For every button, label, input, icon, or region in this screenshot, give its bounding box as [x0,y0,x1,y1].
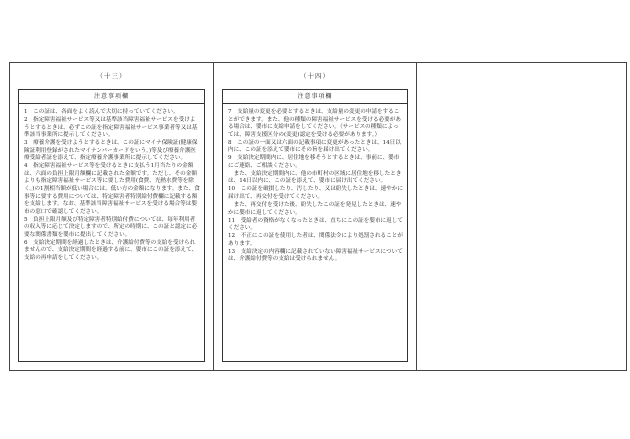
note-item: また、支給決定期間内に、他の市町村の区域に居住地を移したときは、14日以内に、この証を添えて、嬰市に届け出てください。 [228,170,402,185]
notes-box-14 [222,89,408,362]
note-item: また、再交付を受けた後、紛失したこの証を発見したときは、速やかに嬰市に返してください。 [228,202,402,216]
note-item: 9 支給決定期間内に、居住地を移そうとするときは、事前に、嬰市にご連絡、ご相談ください。 [228,155,400,169]
note-item: 1 この証は、各面をよく読んで大切に持っていてください。 [24,109,179,115]
note-item: 6 支給決定期間を経過したときは、介護給付費等の支給を受けられませんので、支給決定期間を経過する前に、嬰市にこの証を添えて、支給の再申請をしてください。 [24,239,198,261]
note-item: 13 支給決定の内容欄に記載されていない障害福祉サービスについては、介護給付費等の支給は受けられません。 [228,248,403,263]
note-item: 8 この証の一面又は六面の記載事項に変更があったときは、14日以内に、この証を添えて嬰市にその旨を届け出てください。 [228,139,401,154]
note-item: 5 負担上限月額及び特定障害者特別給付費については、毎年利用者の収入等に応じて決定しますので、所定の時期に、この証と認定に必要な関係書類を嬰市に提出してください。 [24,216,198,238]
note-item: 3 療養介護を受けようとするときは、この証にマイナ保険証(健康保険証利用登録がされたマイナンバーカードをいう。)等及び療養介護医療受給者証を添えて、指定療養介護事業所に提示してください。 [24,140,198,162]
page-number-14: （十四） [300,72,330,80]
certificate-sheet [9,62,627,371]
note-item: 12 不正にこの証を使用した者は、関係法令により処罰されることがあります。 [228,233,403,247]
notes-box-title: 注意事項欄 [19,90,204,104]
blank-column [417,63,626,370]
page-column-13 [10,63,214,370]
page-column-14 [214,63,417,370]
note-item: 10 この証を破損したり、汚したり、又は紛失したときは、速やかに届け出て、再交付を受けてください。 [228,186,403,201]
note-item: 7 支給量の変更を必要とするときは、支給量の変更の申請をすることができます。また、他の種類の障害福祉サービスを受ける必要がある場合は、嬰市に支給申請をしてください。（サービスの種類によっては、障害支援区分の(変更)認定を受ける必要があります。） [228,109,401,138]
notes-list [19,104,204,262]
note-item: 2 指定障害福祉サービス等又は基準該当障害福祉サービスを受けようとするときは、必ずこの証を指定障害福祉サービス事業者等又は基準該当事業所に提示してください。 [24,117,198,139]
note-item: 4 指定障害福祉サービス等を受けるときに支払う1月当たりの金額は、六面の負担上限月額欄に記載された金額です。ただし、その金額よりも指定障害福祉サービス等に要した費用(食費、光熱水費等を除く。)の1割相当額が低い場合には、低い方の金額になります。また、食事等に要する費用については、特定障害者特別給付費欄に記載する額を支給します。なお、基準該当障害福祉サービスを受ける場合等は嬰市の窓口で確認してください。 [24,163,200,215]
page-number-13: （十三） [96,72,127,80]
note-item: 11 受給者の資格がなくなったときは、直ちにこの証を嬰市に返してください。 [228,217,403,232]
notes-box-title: 注意事項欄 [223,90,407,104]
notes-box-13 [18,89,205,362]
notes-list [223,104,407,264]
